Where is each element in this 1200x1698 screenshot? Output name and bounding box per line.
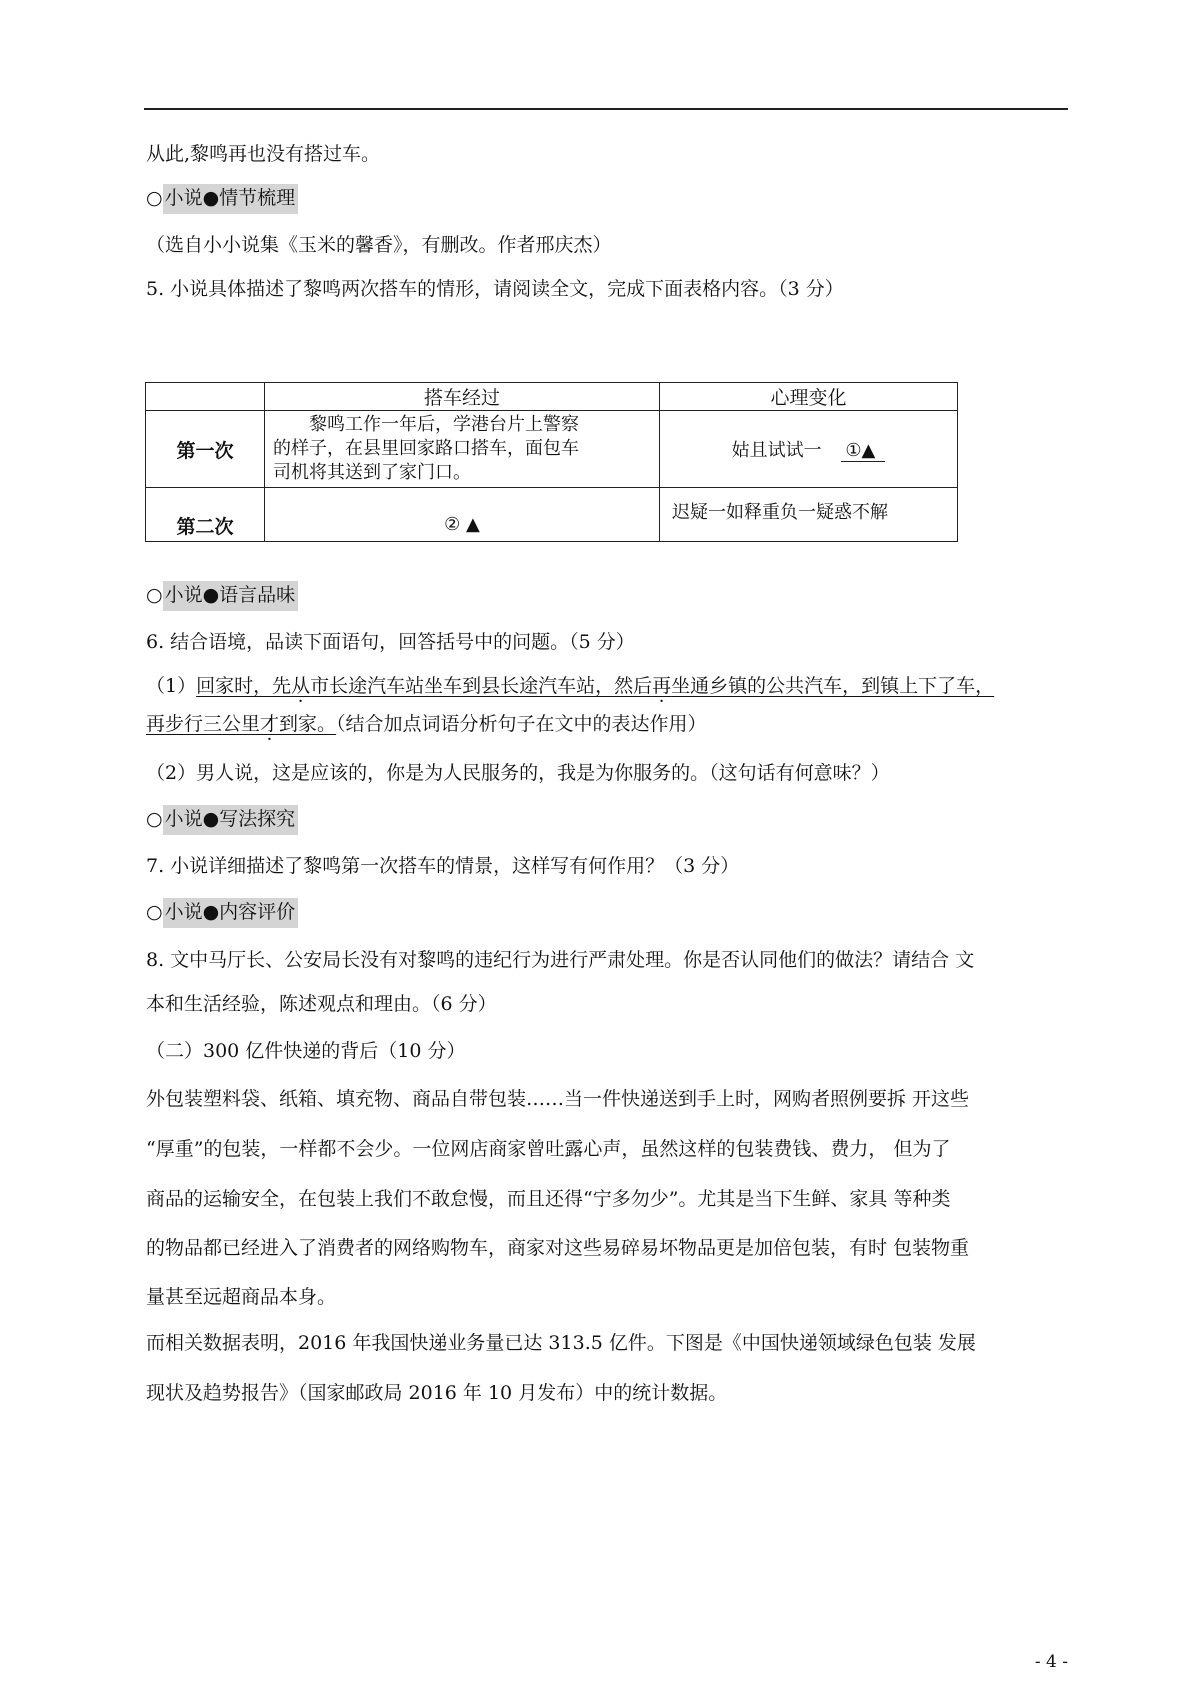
section-label-evaluation: [146, 898, 298, 928]
section-2-title: （二）300 亿件快递的背后（10 分）: [146, 1040, 466, 1062]
row-label-first: 第一次: [146, 411, 265, 488]
header-rule: [144, 108, 1068, 110]
question-6-2: （2）男人说，这是应该的，你是为人民服务的，我是为你服务的。（这句话有何意味？）: [146, 762, 890, 784]
row1-process-line1: 黎鸣工作一年后，学港台片上警察: [309, 414, 579, 435]
circle-bullet-icon: ○: [146, 584, 163, 606]
dotted-word-cong: 从: [291, 675, 311, 697]
q6-1-part-e: 坐通乡镇的公共汽车，到镇上下了车，: [671, 675, 995, 697]
answer-blank-2: ② ▲: [265, 488, 660, 542]
ride-table: [145, 382, 958, 542]
dotted-word-zai: 再: [652, 675, 672, 697]
paragraph-2-line2: 现状及趋势报告》（国家邮政局 2016 年 10 月发布）中的统计数据。: [146, 1382, 728, 1404]
text-line: 从此,黎鸣再也没有搭过车。: [146, 143, 381, 165]
table-header-empty: [146, 383, 265, 411]
badge-language: 小说●语言品味: [163, 581, 299, 611]
paragraph-1-line2: “厚重”的包装，一样都不会少。一位网店商家曾吐露心声，虽然这样的包装费钱、费力， 但为了: [146, 1138, 951, 1160]
page-number: - 4 -: [1034, 1652, 1068, 1672]
row1-process-cell: [265, 411, 660, 488]
circle-bullet-icon: ○: [146, 808, 163, 830]
q6-1-part-c: 市长途汽车站坐车到县长途汽车站，然后: [310, 675, 653, 697]
question-6-1-cont: [146, 711, 707, 737]
badge-plot: 小说●情节梳理: [163, 184, 299, 214]
badge-writing: 小说●写法探究: [163, 805, 299, 835]
paragraph-1-line3: 商品的运输安全，在包装上我们不敢怠慢，而且还得“宁多勿少”。尤其是当下生鲜、家具 等种类: [146, 1188, 951, 1210]
paragraph-2-line1: 而相关数据表明，2016 年我国快递业务量已达 313.5 亿件。下图是《中国快递领域绿色包装 发展: [146, 1332, 976, 1354]
table-header-mind: 心理变化: [660, 383, 958, 411]
row-label-second: 第二次: [146, 488, 265, 542]
answer-blank-1: ①▲: [841, 440, 885, 462]
question-8-line2: 本和生活经验，陈述观点和理由。（6 分）: [146, 993, 497, 1015]
q6-1-number: （1）: [146, 675, 197, 697]
paragraph-1-line1: 外包装塑料袋、纸箱、填充物、商品自带包装……当一件快递送到手上时，网购者照例要拆 开这些: [146, 1088, 970, 1110]
paragraph-1-line5: 量甚至远超商品本身。: [146, 1286, 337, 1308]
underlined-sentence: [196, 675, 994, 697]
section-label-writing: [146, 805, 298, 835]
question-8-line1: 8. 文中马厅长、公安局长没有对黎鸣的违纪行为进行严肃处理。你是否认同他们的做法？请结合 文: [146, 949, 975, 971]
q6-1-part-f: 再步行三公里: [146, 713, 261, 735]
q6-1-part-a: 回家时，先: [196, 675, 292, 697]
question-6: 6. 结合语境，品读下面语句，回答括号中的问题。（5 分）: [146, 631, 635, 653]
question-7: 7. 小说详细描述了黎鸣第一次搭车的情景，这样写有何作用？（3 分）: [146, 855, 740, 877]
row1-mind-text: 姑且试试一: [731, 440, 822, 461]
circle-bullet-icon: ○: [146, 901, 163, 923]
table-header-process: 搭车经过: [265, 383, 660, 411]
q6-1-note: （结合加点词语分析句子在文中的表达作用）: [336, 713, 707, 735]
dotted-word-cai: 才: [260, 713, 280, 735]
paragraph-1-line4: 的物品都已经进入了消费者的网络购物车，商家对这些易碎易坏物品更是加倍包装，有时 包装物重: [146, 1237, 970, 1259]
badge-evaluation: 小说●内容评价: [163, 898, 299, 928]
question-5: 5. 小说具体描述了黎鸣两次搭车的情形，请阅读全文，完成下面表格内容。（3 分）: [146, 278, 844, 300]
row1-mind-cell: [660, 411, 958, 488]
row2-mind-cell: 迟疑一如释重负一疑惑不解: [660, 488, 958, 542]
q6-1-part-h: 到家。: [279, 713, 337, 735]
row1-process-line2: 的样子，在县里回家路口搭车，面包车: [273, 438, 579, 459]
section-label-language: [146, 581, 298, 611]
question-6-1: [146, 673, 994, 699]
underlined-sentence-cont: [146, 713, 336, 735]
row1-process-line3: 司机将其送到了家门口。: [273, 462, 471, 483]
source-note: （选自小小说集《玉米的馨香》，有删改。作者邢庆杰）: [146, 234, 612, 256]
section-label-plot: [146, 184, 298, 214]
circle-bullet-icon: ○: [146, 187, 163, 209]
